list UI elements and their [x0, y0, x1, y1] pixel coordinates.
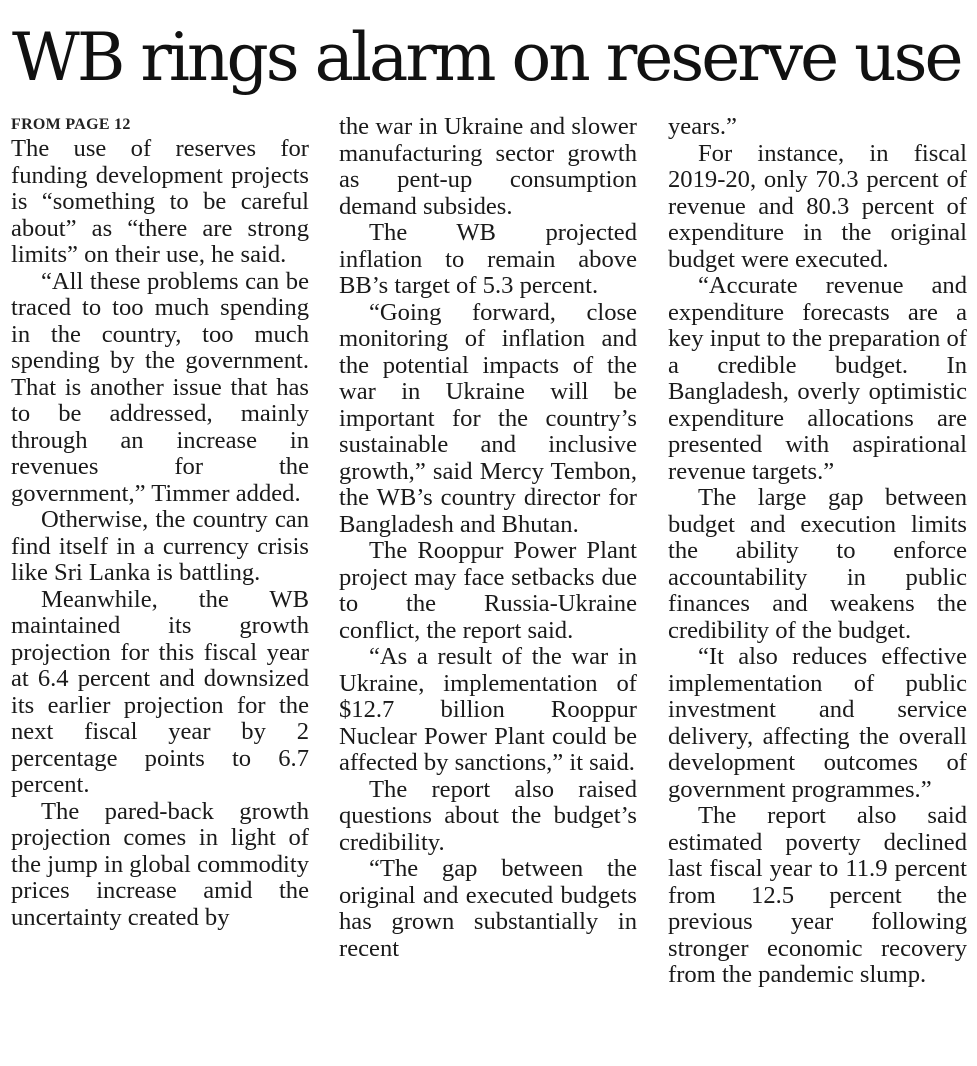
paragraph: the war in Ukraine and slower manufacturing sector growth as pent-up consumption demand subsides. [339, 113, 637, 220]
continuation-kicker: FROM PAGE 12 [11, 116, 131, 133]
paragraph: Meanwhile, the WB maintained its growth projection for this fiscal year at 6.4 percent and downsized its earlier projection for the next fiscal year by 2 percentage points to 6.7 percent. [11, 585, 309, 798]
article-column-3 [668, 114, 967, 989]
paragraph: The WB projected inflation to remain above BB’s target of 5.3 percent. [339, 219, 637, 299]
headline: WB rings alarm on reserve use [12, 19, 961, 96]
paragraph: The pared-back growth projection comes in light of the jump in global commodity prices increase amid the uncertainty created by [11, 797, 309, 931]
article-column-2 [339, 114, 637, 962]
paragraph: The report also said estimated poverty declined last fiscal year to 11.9 percent from 12.5 percent the previous year following stronger economic recovery from the pandemic slump. [668, 802, 967, 988]
article-column-1 [11, 114, 309, 931]
paragraph: “It also reduces effective implementation of public investment and service delivery, affecting the overall development outcomes of government programmes.” [668, 643, 967, 803]
paragraph: “The gap between the original and executed budgets has grown substantially in recent [339, 855, 637, 962]
paragraph: Otherwise, the country can find itself in a currency crisis like Sri Lanka is battling. [11, 506, 309, 586]
paragraph: “All these problems can be traced to too much spending in the country, too much spending by the government. That is another issue that has to be addressed, mainly through an increase in revenues for the government,” Timmer added. [11, 267, 309, 507]
paragraph: years.” [668, 113, 737, 140]
paragraph: For instance, in fiscal 2019-20, only 70.3 percent of revenue and 80.3 percent of expenditure in the original budget were executed. [668, 139, 967, 273]
paragraph: The large gap between budget and execution limits the ability to enforce accountability in public finances and weakens the credibility of the budget. [668, 484, 967, 644]
paragraph: The use of reserves for funding development projects is “something to be careful about” as “there are strong limits” on their use, he said. [11, 135, 309, 268]
paragraph: “Accurate revenue and expenditure forecasts are a key input to the preparation of a credible budget. In Bangladesh, overly optimistic expenditure allocations are presented with aspirational revenue targets.” [668, 272, 967, 485]
paragraph: “As a result of the war in Ukraine, implementation of $12.7 billion Rooppur Nuclear Power Plant could be affected by sanctions,” it said. [339, 643, 637, 776]
paragraph: The report also raised questions about the budget’s credibility. [339, 775, 637, 856]
paragraph: The Rooppur Power Plant project may face setbacks due to the Russia-Ukraine conflict, the report said. [339, 537, 637, 644]
paragraph: “Going forward, close monitoring of inflation and the potential impacts of the war in Ukraine will be important for the country’s sustainable and inclusive growth,” said Mercy Tembon, the WB’s country director for Bangladesh and Bhutan. [339, 298, 637, 538]
